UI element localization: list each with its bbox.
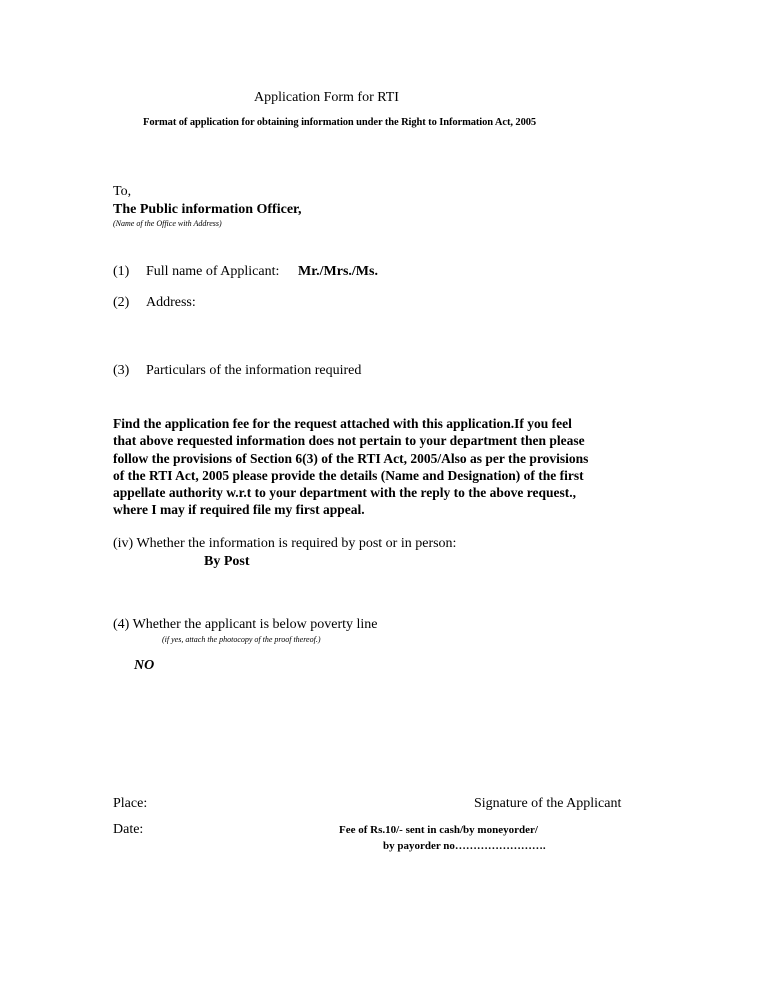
fee-paragraph-line: follow the provisions of Section 6(3) of the RTI Act, 2005/Also as per the provisions [113,450,589,466]
applicant-name-value: Mr./Mrs./Ms. [298,264,378,279]
fee-line-2: by payorder no……………………. [383,840,546,852]
item-1-label: Full name of Applicant: [146,264,280,279]
fee-paragraph [113,415,653,519]
fee-paragraph-line: Find the application fee for the request attached with this application.If you feel [113,416,572,431]
place-label: Place: [113,796,148,811]
form-title: Application Form for RTI [254,90,399,105]
item-3-number: (3) [113,363,130,378]
item-3-label: Particulars of the information required [146,363,362,378]
item-2-number: (2) [113,295,130,310]
fee-paragraph-line: of the RTI Act, 2005 please provide the details (Name and Designation) of the first [113,467,584,483]
delivery-question: (iv) Whether the information is required by post or in person: [113,536,457,551]
fee-paragraph-line: where I may if required file my first appeal. [113,502,365,518]
item-2-label: Address: [146,295,196,310]
office-address-note: (Name of the Office with Address) [113,219,222,228]
poverty-answer: NO [134,658,155,673]
salutation: To, [113,184,132,199]
item-1-number: (1) [113,264,130,279]
form-subtitle: Format of application for obtaining information under the Right to Information Act, 2005 [143,117,537,128]
fee-paragraph-line: that above requested information does not pertain to your department then please [113,433,585,449]
fee-paragraph-line: appellate authority w.r.t to your department with the reply to the above request., [113,485,576,501]
signature-label: Signature of the Applicant [474,796,622,811]
poverty-note: (if yes, attach the photocopy of the proof thereof.) [162,635,321,644]
fee-line-1: Fee of Rs.10/- sent in cash/by moneyorder/ [339,824,538,836]
poverty-question: (4) Whether the applicant is below poverty line [113,617,378,632]
date-label: Date: [113,822,144,837]
addressee-officer: The Public information Officer, [113,202,302,217]
delivery-answer: By Post [204,554,250,569]
